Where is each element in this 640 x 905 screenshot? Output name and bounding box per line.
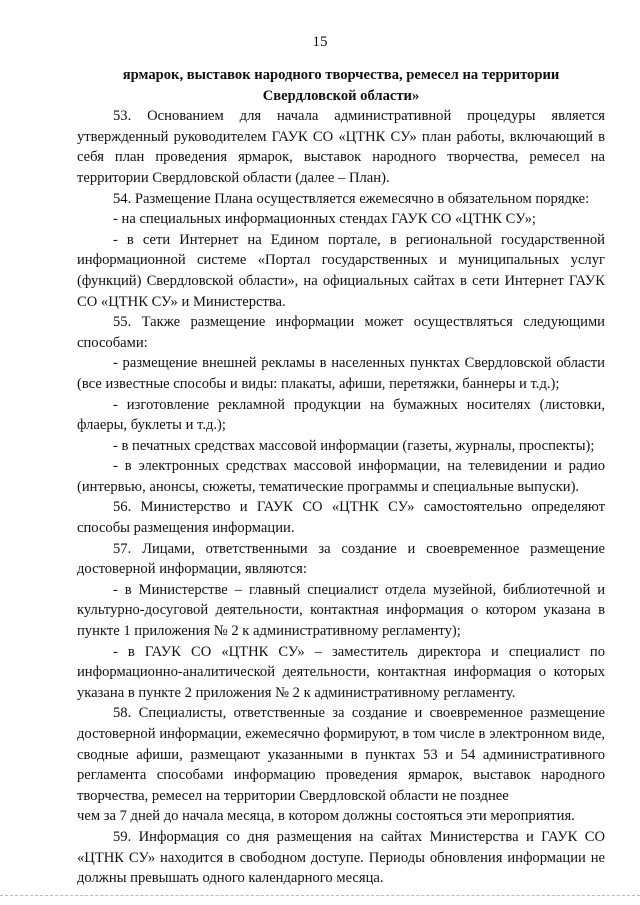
list-item-print-products: - изготовление рекламной продукции на бумажных носителях (листовки, флаеры, буклеты и т.д.); <box>77 396 605 434</box>
paragraph-58: 58. Специалисты, ответственные за создание и своевременное размещение достоверной информации, ежемесячно формируют, в том числе в электронном виде, сводные афиши, размещают указанными в пунктах 53 и 54 административного регламента способами информацию проведения ярмарок, выставок народного творчества, ремесел на территории Свердловской области не позднее <box>77 705 605 804</box>
list-item-stands: - на специальных информационных стендах ГАУК СО «ЦТНК СУ»; <box>113 211 536 228</box>
paragraph-54: 54. Размещение Плана осуществляется ежемесячно в обязательном порядке: <box>113 190 590 207</box>
list-item-electronic-media: - в электронных средствах массовой информации, на телевидении и радио (интервью, анонсы, сюжеты, тематические программы и специальные выпуски). <box>77 458 605 495</box>
document-body <box>77 65 605 889</box>
paragraph-56: 56. Министерство и ГАУК СО «ЦТНК СУ» самостоятельно определяют способы размещения информации. <box>77 499 605 537</box>
scan-bottom-edge <box>0 895 640 896</box>
list-item-print-media: - в печатных средствах массовой информации (газеты, журналы, проспекты); <box>113 437 595 454</box>
paragraph-58-continuation: чем за 7 дней до начала месяца, в котором должны состояться эти мероприятия. <box>77 808 575 825</box>
paragraph-57: 57. Лицами, ответственными за создание и своевременное размещение достоверной информации, являются: <box>77 540 605 578</box>
section-heading: ярмарок, выставок народного творчества, ремесел на территории Свердловской области» <box>122 67 560 104</box>
list-item-ministry-specialist: - в Министерстве – главный специалист отдела музейной, библиотечной и культурно-досуговой деятельности, контактная информация о котором указана в пункте 1 приложения № 2 к административному регламенту); <box>77 581 605 640</box>
page-number: 15 <box>312 34 328 50</box>
list-item-internet: - в сети Интернет на Едином портале, в региональной государственной информационной системе «Портал государственных и муниципальных услуг (функций) Свердловской области», на официальных сайтах в сети Интернет ГАУК СО «ЦТНК СУ» и Министерства. <box>77 231 605 310</box>
list-item-outdoor-ads: - размещение внешней рекламы в населенных пунктах Свердловской области (все известные способы и виды: плакаты, афиши, перетяжки, баннеры и т.д.); <box>77 355 605 392</box>
paragraph-55: 55. Также размещение информации может осуществляться следующими способами: <box>77 314 605 351</box>
list-item-gauk-specialist: - в ГАУК СО «ЦТНК СУ» – заместитель директора и специалист по информационно-аналитической деятельности, контактная информация о которых указана в пункте 2 приложения № 2 к административному регламенту. <box>77 643 605 701</box>
paragraph-53: 53. Основанием для начала административной процедуры является утвержденный руководителем ГАУК СО «ЦТНК СУ» план работы, включающий в себя план проведения ярмарок, выставок народного творчества, ремесел на территории Свердловской области (далее – План). <box>77 108 605 186</box>
paragraph-59: 59. Информация со дня размещения на сайтах Министерства и ГАУК СО «ЦТНК СУ» находится в свободном доступе. Периоды обновления информации не должны превышать одного календарного месяца. <box>77 828 605 887</box>
